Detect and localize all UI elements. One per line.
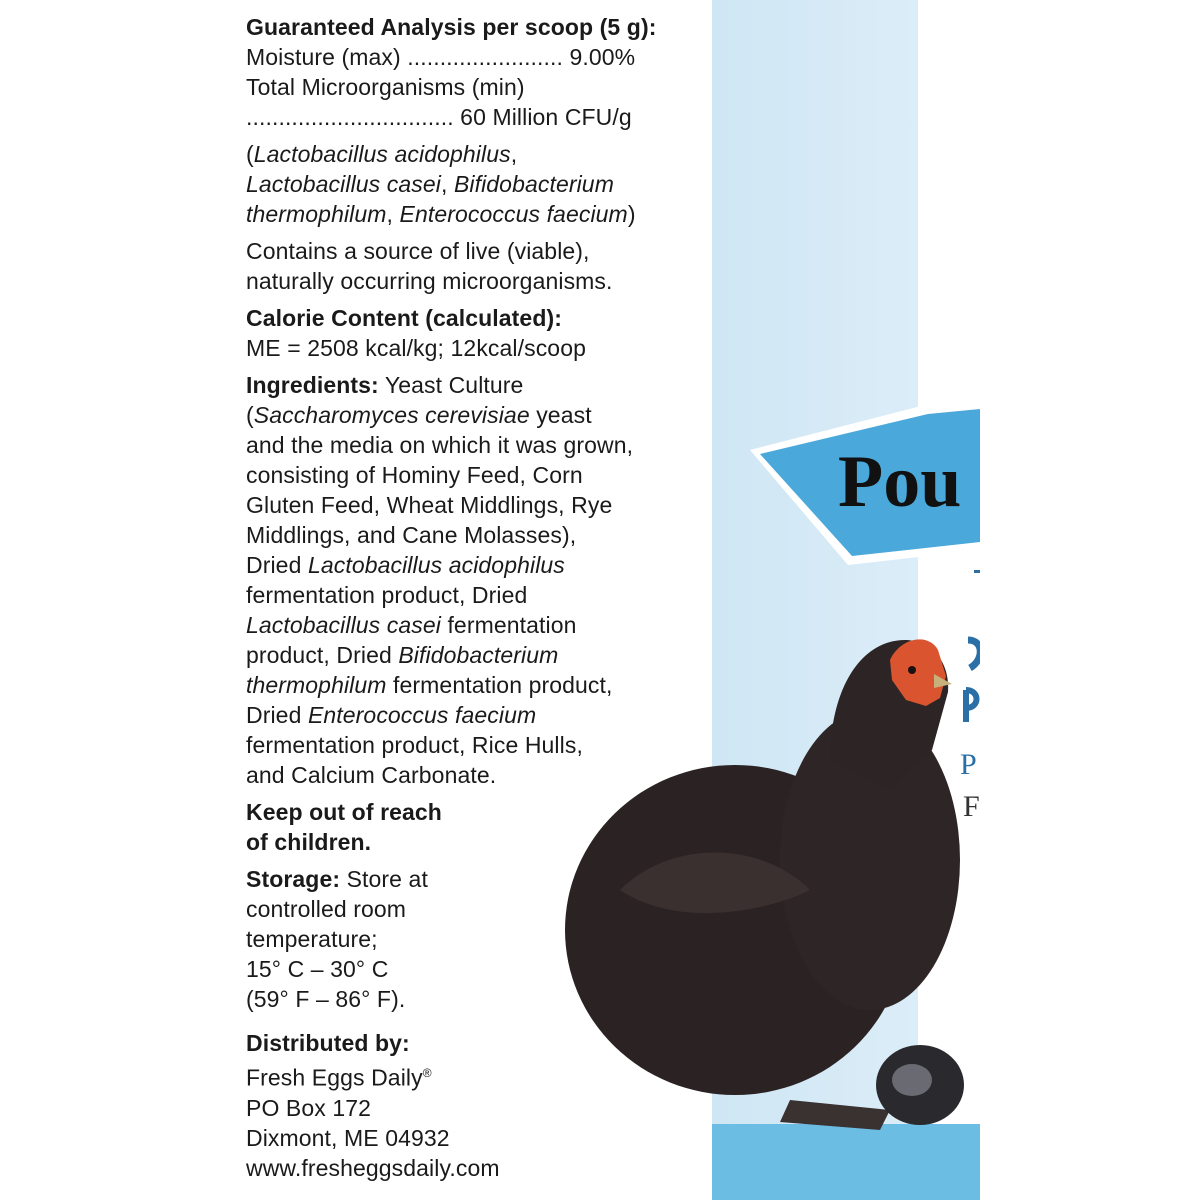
ingredients-heading: Ingredients:: [246, 372, 379, 398]
storage-line: temperature;: [246, 926, 378, 952]
hen-feet: [780, 1100, 890, 1130]
storage-heading: Storage:: [246, 866, 341, 892]
live-note-line: naturally occurring microorganisms.: [246, 268, 613, 294]
ingredients-line: thermophilum fermentation product,: [246, 672, 613, 698]
ingredients-line: Yeast Culture: [378, 372, 524, 398]
strain-line: (Lactobacillus acidophilus,: [246, 141, 518, 167]
product-label-text: [246, 12, 706, 1183]
live-note-line: Contains a source of live (viable),: [246, 238, 590, 264]
warning-line: of children.: [246, 829, 372, 855]
ingredients-line: fermentation product, Dried: [246, 582, 528, 608]
ingredients-first-line: [246, 370, 706, 400]
partial-letter-f: F: [963, 790, 980, 823]
distributor-city: Dixmont, ME 04932: [246, 1124, 450, 1151]
microorganisms-value: ................................ 60 Million CFU/g: [246, 104, 632, 130]
ingredients-line: fermentation product, Rice Hulls,: [246, 732, 583, 758]
strain-line: Lactobacillus casei, Bifidobacterium: [246, 171, 614, 197]
ingredients-line: Gluten Feed, Wheat Middlings, Rye: [246, 492, 613, 518]
warning-line: Keep out of reach: [246, 799, 442, 825]
banner-title: Pou: [838, 441, 962, 523]
chick-highlight: [892, 1064, 932, 1096]
ingredients-line: and Calcium Carbonate.: [246, 762, 497, 788]
storage-first-line: [246, 864, 706, 894]
distributor-po-box: PO Box 172: [246, 1094, 372, 1121]
front-panel-dash: [974, 570, 980, 573]
calorie-heading: Calorie Content (calculated):: [246, 305, 562, 331]
microorganisms-label: Total Microorganisms (min): [246, 74, 525, 100]
ingredients-line: consisting of Hominy Feed, Corn: [246, 462, 583, 488]
strain-line: thermophilum, Enterococcus faecium): [246, 201, 636, 227]
ingredients-line: Dried Lactobacillus acidophilus: [246, 552, 565, 578]
ingredients-line: (Saccharomyces cerevisiae yeast: [246, 402, 592, 428]
distributor-heading: Distributed by:: [246, 1030, 410, 1056]
ingredients-line: Lactobacillus casei fermentation: [246, 612, 577, 638]
storage-line: 15° C – 30° C: [246, 956, 389, 982]
ingredients-line: product, Dried Bifidobacterium: [246, 642, 559, 668]
storage-line: controlled room: [246, 896, 407, 922]
analysis-heading: Guaranteed Analysis per scoop (5 g):: [246, 14, 657, 40]
ingredients-line: Dried Enterococcus faecium: [246, 702, 537, 728]
registered-mark: ®: [422, 1066, 432, 1080]
distributor-website: www.fresheggsdaily.com: [246, 1154, 500, 1181]
ingredients-line: Middlings, and Cane Molasses),: [246, 522, 577, 548]
storage-line: (59° F – 86° F).: [246, 986, 406, 1012]
moisture-line: Moisture (max) ........................ 9.00%: [246, 44, 636, 70]
storage-line: Store at: [340, 866, 428, 892]
partial-letter-p: P: [960, 748, 977, 781]
ingredients-line: and the media on which it was grown,: [246, 432, 634, 458]
hen-eye: [908, 666, 916, 674]
distributor-name-line: [246, 1058, 706, 1093]
distributor-name: Fresh Eggs Daily: [246, 1064, 423, 1091]
calorie-value: ME = 2508 kcal/kg; 12kcal/scoop: [246, 335, 586, 361]
